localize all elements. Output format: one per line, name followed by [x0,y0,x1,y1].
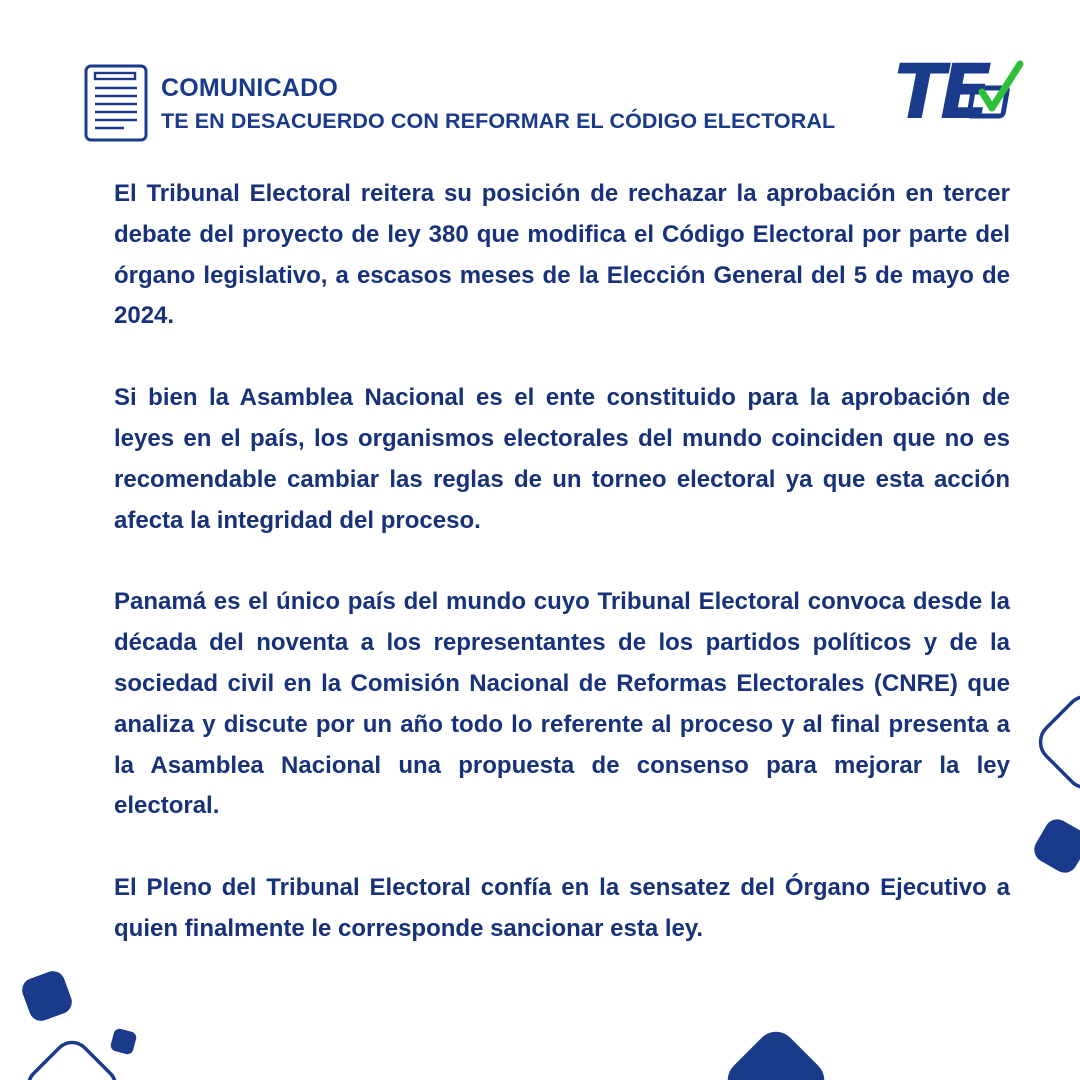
te-logo [894,52,1026,128]
header [84,64,904,144]
logo-text: TE [894,52,986,128]
document-lines-icon [84,64,148,142]
header-headline: TE EN DESACUERDO CON REFORMAR EL CÓDIGO ELECTORAL [161,109,836,133]
paragraph: El Tribunal Electoral reitera su posición de rechazar la aprobación en tercer debate del proyecto de ley 380 que modifica el Código Electoral por parte del órgano legislativo, a escasos meses de la Elección General del 5 de mayo de 2024. [114,180,1010,330]
small-square-bottom-left [109,1027,137,1055]
paragraph: El Pleno del Tribunal Electoral confía en la sensatez del Órgano Ejecutivo a quien finalmente le corresponde sancionar esta ley. [114,874,1010,942]
communique-body [114,174,1010,950]
solid-square-bottom-left [19,968,75,1024]
solid-square-right [1030,815,1080,878]
paragraph: Si bien la Asamblea Nacional es el ente constituido para la aprobación de leyes en el país, los organismos electorales del mundo coinciden que no es recomendable cambiar las reglas de un torneo electoral ya que esta acción afecta la integridad del proceso. [114,384,1010,534]
solid-diamond-bottom [719,1023,832,1080]
header-kicker: COMUNICADO [161,74,338,102]
outline-diamond-bottom-left [21,1035,123,1080]
paragraph: Panamá es el único país del mundo cuyo Tribunal Electoral convoca desde la década del noventa a los representantes de los partidos políticos y de la sociedad civil en la Comisión Nacional de Reformas Electorales (CNRE) que analiza y discute por un año todo lo referente al proceso y al final presenta a la Asamblea Nacional una propuesta de consenso para mejorar la ley electoral. [114,588,1010,820]
outline-diamond-right [1032,688,1080,795]
